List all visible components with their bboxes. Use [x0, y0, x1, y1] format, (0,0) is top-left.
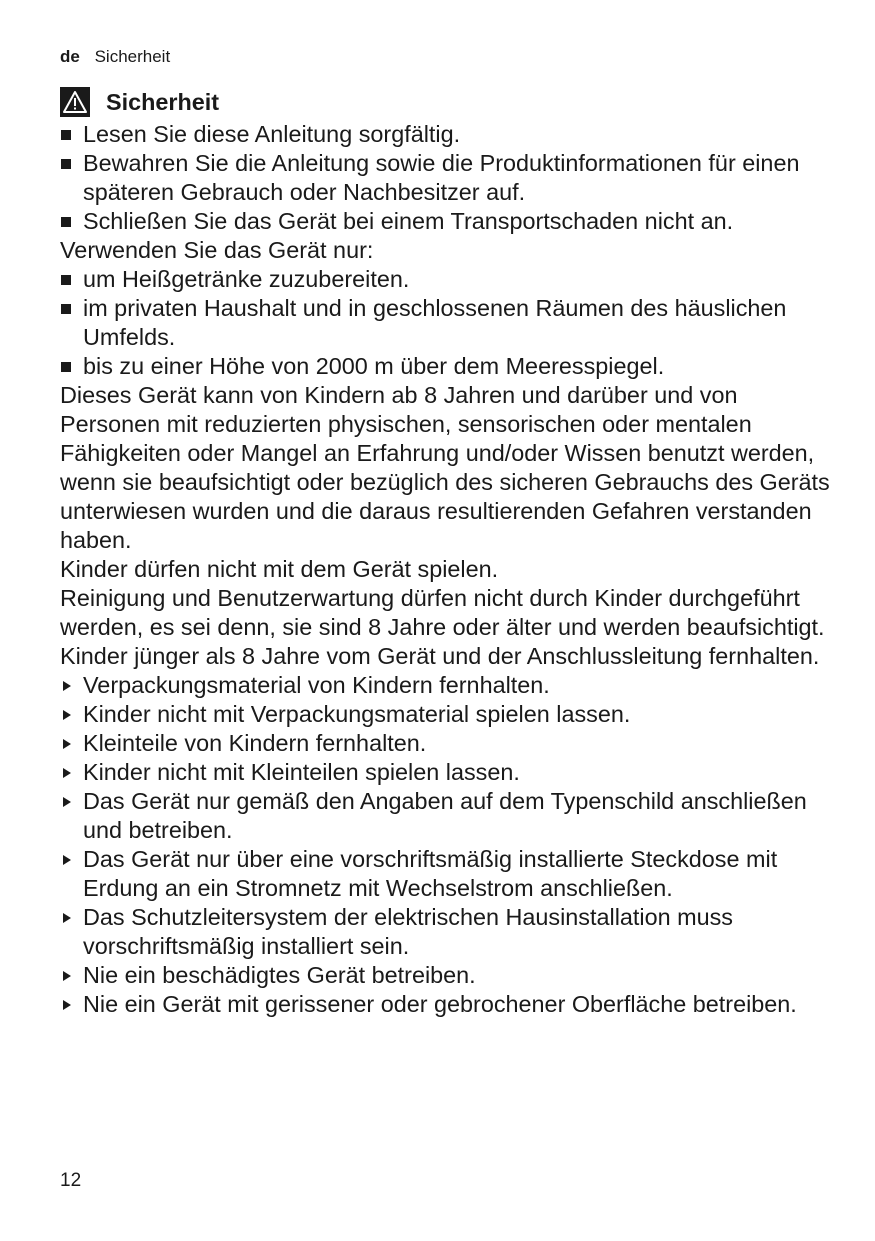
square-bullet-icon	[61, 217, 71, 227]
language-code: de	[60, 47, 80, 66]
usage-list	[60, 265, 830, 381]
safety-section	[60, 84, 830, 1019]
warning-triangle-icon	[60, 87, 90, 117]
instruction-item	[60, 845, 830, 903]
instruction-list	[60, 671, 830, 1019]
triangle-bullet-icon	[63, 855, 71, 865]
instruction-text: Nie ein beschädigtes Gerät betreiben.	[83, 962, 476, 988]
instruction-text: Kinder nicht mit Verpackungsmaterial spielen lassen.	[83, 701, 631, 727]
instruction-text: Das Schutzleitersystem der elektrischen Hausinstallation muss vorschriftsmäßig installiert sein.	[83, 904, 734, 959]
paragraph: Reinigung und Benutzerwartung dürfen nicht durch Kinder durchgeführt werden, es sei denn, sie sind 8 Jahre oder älter und werden beaufsichtigt.	[60, 585, 825, 640]
usage-intro: Verwenden Sie das Gerät nur:	[60, 237, 374, 263]
list-item	[60, 120, 830, 149]
square-bullet-icon	[61, 275, 71, 285]
square-bullet-icon	[61, 362, 71, 372]
instruction-text: Das Gerät nur über eine vorschriftsmäßig installierte Steckdose mit Erdung an ein Stromnetz mit Wechselstrom anschließen.	[83, 846, 778, 901]
running-header-section: Sicherheit	[94, 47, 171, 66]
instruction-text: Nie ein Gerät mit gerissener oder gebrochener Oberfläche betreiben.	[83, 991, 797, 1017]
paragraph: Kinder dürfen nicht mit dem Gerät spielen.	[60, 556, 499, 582]
section-title: Sicherheit	[106, 88, 220, 115]
list-item-text: um Heißgetränke zuzubereiten.	[83, 266, 410, 292]
instruction-item	[60, 903, 830, 961]
square-bullet-icon	[61, 130, 71, 140]
list-item-text: im privaten Haushalt und in geschlossenen Räumen des häuslichen Umfelds.	[83, 295, 787, 350]
list-item-text: Bewahren Sie die Anleitung sowie die Produktinformationen für einen späteren Gebrauch oder Nachbesitzer auf.	[83, 150, 800, 205]
instruction-item	[60, 758, 830, 787]
list-item	[60, 294, 830, 352]
list-item	[60, 265, 830, 294]
triangle-bullet-icon	[63, 739, 71, 749]
triangle-bullet-icon	[63, 971, 71, 981]
triangle-bullet-icon	[63, 681, 71, 691]
paragraph: Kinder jünger als 8 Jahre vom Gerät und der Anschlussleitung fernhalten.	[60, 643, 820, 669]
instruction-text: Das Gerät nur gemäß den Angaben auf dem Typenschild anschließen und betreiben.	[83, 788, 807, 843]
list-item-text: bis zu einer Höhe von 2000 m über dem Meeresspiegel.	[83, 353, 665, 379]
instruction-text: Kleinteile von Kindern fernhalten.	[83, 730, 427, 756]
page-number: 12	[60, 1170, 82, 1191]
instruction-text: Verpackungsmaterial von Kindern fernhalten.	[83, 672, 550, 698]
section-heading	[60, 84, 830, 120]
instruction-item	[60, 961, 830, 990]
triangle-bullet-icon	[63, 797, 71, 807]
instruction-item	[60, 671, 830, 700]
list-item	[60, 207, 830, 236]
instruction-item	[60, 787, 830, 845]
triangle-bullet-icon	[63, 913, 71, 923]
triangle-bullet-icon	[63, 710, 71, 720]
instruction-text: Kinder nicht mit Kleinteilen spielen lassen.	[83, 759, 520, 785]
intro-list	[60, 120, 830, 236]
square-bullet-icon	[61, 159, 71, 169]
paragraph: Dieses Gerät kann von Kindern ab 8 Jahren und darüber und von Personen mit reduzierten physischen, sensorischen oder mentalen Fähigkeiten oder Mangel an Erfahrung und/oder Wissen benutzt werden, wenn sie beaufsichtigt oder bezüglich des sicheren Gebrauchs des Geräts unterwiesen wurden und die daraus resultierenden Gefahren verstanden haben.	[60, 382, 830, 553]
list-item-text: Lesen Sie diese Anleitung sorgfältig.	[83, 121, 461, 147]
square-bullet-icon	[61, 304, 71, 314]
triangle-bullet-icon	[63, 768, 71, 778]
running-header	[60, 46, 170, 68]
instruction-item	[60, 990, 830, 1019]
instruction-item	[60, 729, 830, 758]
list-item-text: Schließen Sie das Gerät bei einem Transportschaden nicht an.	[83, 208, 734, 234]
triangle-bullet-icon	[63, 1000, 71, 1010]
list-item	[60, 149, 830, 207]
list-item	[60, 352, 830, 381]
instruction-item	[60, 700, 830, 729]
